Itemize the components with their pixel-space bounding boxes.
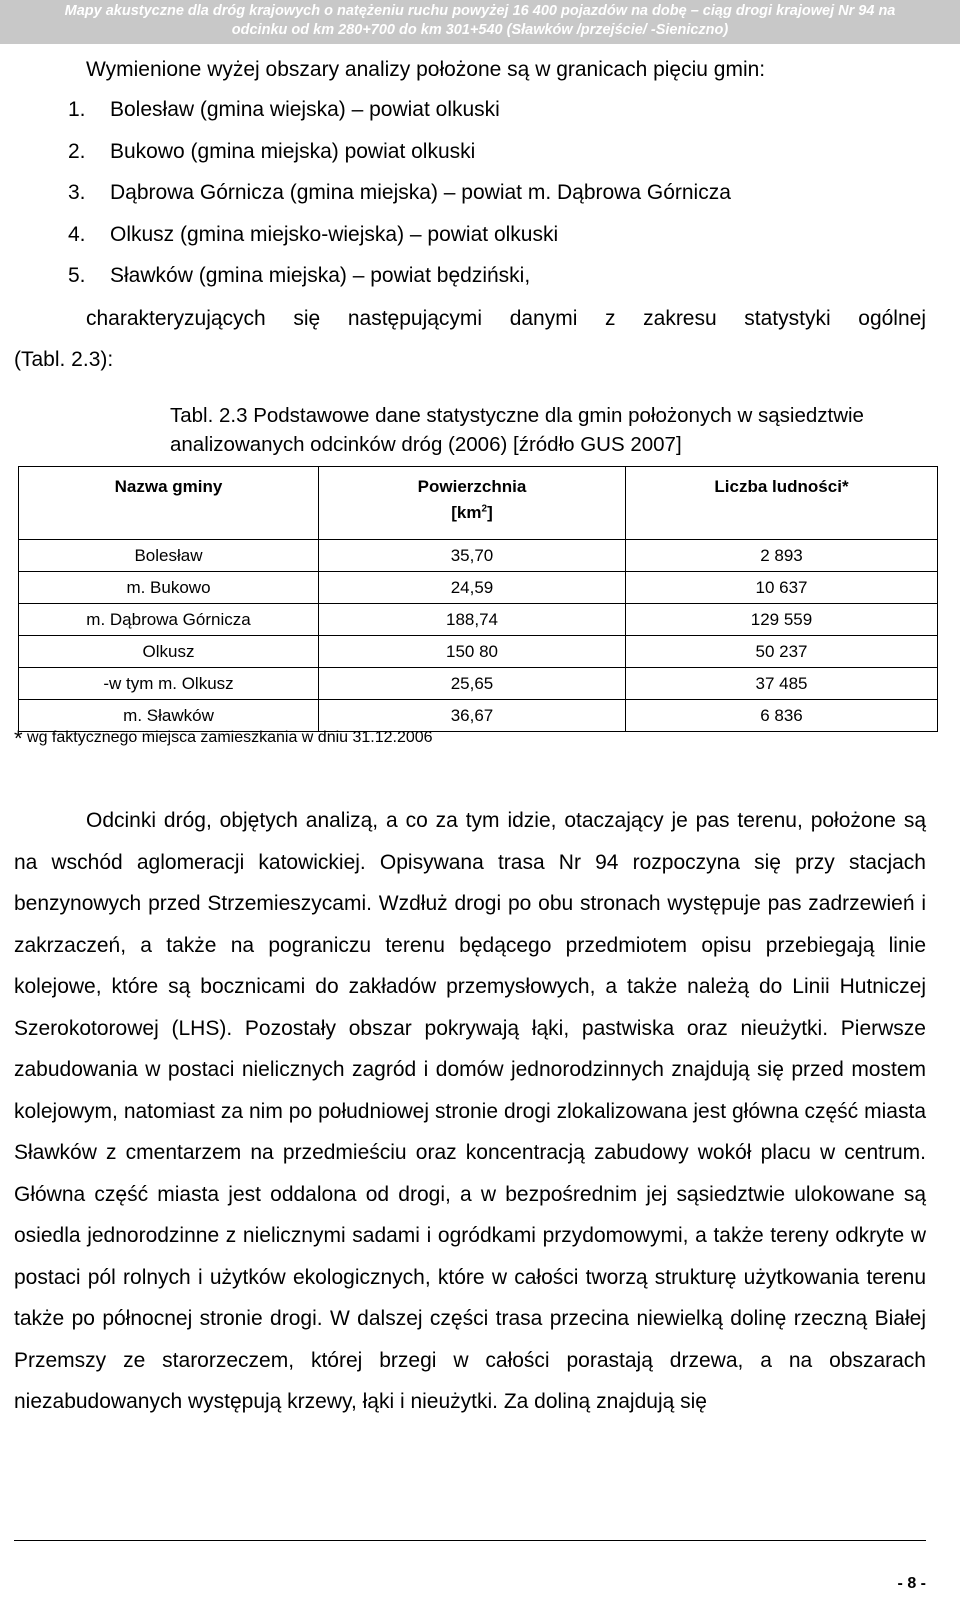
cell-population: 50 237 xyxy=(626,636,938,668)
table-footnote xyxy=(14,726,433,752)
cell-name: m. Sławków xyxy=(19,700,319,732)
list-number: 3. xyxy=(68,181,86,204)
document-header xyxy=(0,0,960,44)
list-text: Bukowo (gmina miejska) powiat olkuski xyxy=(110,139,476,163)
table-reference: (Tabl. 2.3): xyxy=(14,348,114,371)
footer-divider xyxy=(14,1540,926,1541)
footnote-marker: * xyxy=(14,726,23,751)
cell-population: 37 485 xyxy=(626,668,938,700)
body-paragraph: Odcinki dróg, objętych analizą, a co za tym idzie, otaczający je pas terenu, położone są na wschód aglomeracji katowickiej. Opisywana trasa Nr 94 rozpoczyna się przy stacjach benzynowych przed Strzemieszycami. Wzdłuż drogi po obu stronach występuje pas zadrzewień i zakrzaczeń, a także na pograniczu terenu będącego przedmiotem opisu przebiegają linie kolejowe, które są bocznicami do zakładów przemysłowych, a także należą do Linii Hutniczej Szerokotorowej (LHS). Pozostały obszar pokrywają łąki, pastwiska oraz nieużytki. Pierwsze zabudowania w postaci nielicznych zagród i domów jednorodzinnych znajdują się przed mostem kolejowym, natomiast za nim po południowej stronie drogi zlokalizowana jest główna część miasta Sławków z cmentarzem na przedmieściu oraz koncentracją zabudowy wokół placu w centrum. Główna część miasta jest oddalona od drogi, a w bezpośrednim jej sąsiedztwie ulokowane są osiedla jednorodzinne z nielicznymi sadami i ogródkami przydomowymi, a także tereny odkryte w postaci pól rolnych i użytków ekologicznych, które w całości tworzą strukturę użytkowania terenu także po północnej stronie drogi. W dalszej części trasa przecina niewielką dolinę rzeczną Białej Przemszy ze starorzeczem, której brzegi w całości porastają drzewa, a na obszarach niezabudowanych występują krzewy, łąki i nieużytki. Za doliną znajdują się xyxy=(14,809,926,1413)
intro-text: Wymienione wyżej obszary analizy położone są w granicach pięciu gmin: xyxy=(86,58,766,81)
statistics-table xyxy=(18,466,938,732)
header-area xyxy=(319,467,626,540)
table-caption xyxy=(170,401,870,459)
header-name: Nazwa gminy xyxy=(19,467,319,540)
list-item xyxy=(68,98,731,140)
header-area-label: Powierzchnia xyxy=(417,477,527,496)
list-item xyxy=(68,223,731,265)
table-row xyxy=(19,668,938,700)
characteristics-line: charakteryzujących się następującymi danymi z zakresu statystyki ogólnej xyxy=(86,307,926,330)
cell-name: Olkusz xyxy=(19,636,319,668)
caption-line-2: analizowanych odcinków dróg (2006) [źródło GUS 2007] xyxy=(170,433,682,456)
header-population: Liczba ludności* xyxy=(626,467,938,540)
header-line-2: odcinku od km 280+700 do km 301+540 (Sławków /przejście/ -Sieniczno) xyxy=(231,22,729,38)
cell-population: 129 559 xyxy=(626,604,938,636)
cell-population: 6 836 xyxy=(626,700,938,732)
footnote-text: wg faktycznego miejsca zamieszkania w dniu 31.12.2006 xyxy=(27,729,433,746)
table-row xyxy=(19,572,938,604)
header-line-1: Mapy akustyczne dla dróg krajowych o natężeniu ruchu powyżej 16 400 pojazdów na dobę – ciąg drogi krajowej Nr 94 na xyxy=(64,3,896,19)
list-number: 5. xyxy=(68,264,86,287)
list-text: Sławków (gmina miejska) – powiat będziński, xyxy=(110,264,531,287)
list-item xyxy=(68,264,731,306)
table-row xyxy=(19,636,938,668)
header-area-unit: $[km^2]$ xyxy=(451,503,493,522)
list-text: Bolesław (gmina wiejska) – powiat olkuski xyxy=(110,98,500,121)
table-header-row xyxy=(19,467,938,540)
table-row xyxy=(19,604,938,636)
list-item xyxy=(68,181,731,223)
cell-population: 10 637 xyxy=(626,572,938,604)
list-text: Olkusz (gmina miejsko-wiejska) – powiat olkuski xyxy=(110,222,559,246)
page-number: - 8 - xyxy=(897,1575,926,1592)
cell-name: m. Dąbrowa Górnicza xyxy=(19,604,319,636)
cell-name: m. Bukowo xyxy=(19,572,319,604)
gminy-list xyxy=(68,98,731,306)
cell-name: -w tym m. Olkusz xyxy=(19,668,319,700)
list-text: Dąbrowa Górnicza (gmina miejska) – powiat m. Dąbrowa Górnicza xyxy=(110,181,731,204)
cell-area: 36,67 xyxy=(319,700,626,732)
cell-name: Bolesław xyxy=(19,540,319,572)
cell-population: 2 893 xyxy=(626,540,938,572)
caption-line-1: Tabl. 2.3 Podstawowe dane statystyczne dla gmin położonych w sąsiedztwie xyxy=(170,404,864,427)
list-number: 1. xyxy=(68,98,86,121)
list-number: 2. xyxy=(68,139,86,163)
cell-area: 188,74 xyxy=(319,604,626,636)
cell-area: 35,70 xyxy=(319,540,626,572)
list-number: 4. xyxy=(68,222,86,246)
cell-area: 25,65 xyxy=(319,668,626,700)
cell-area: 24,59 xyxy=(319,572,626,604)
list-item xyxy=(68,140,731,182)
table-row xyxy=(19,540,938,572)
cell-area: 150 80 xyxy=(319,636,626,668)
